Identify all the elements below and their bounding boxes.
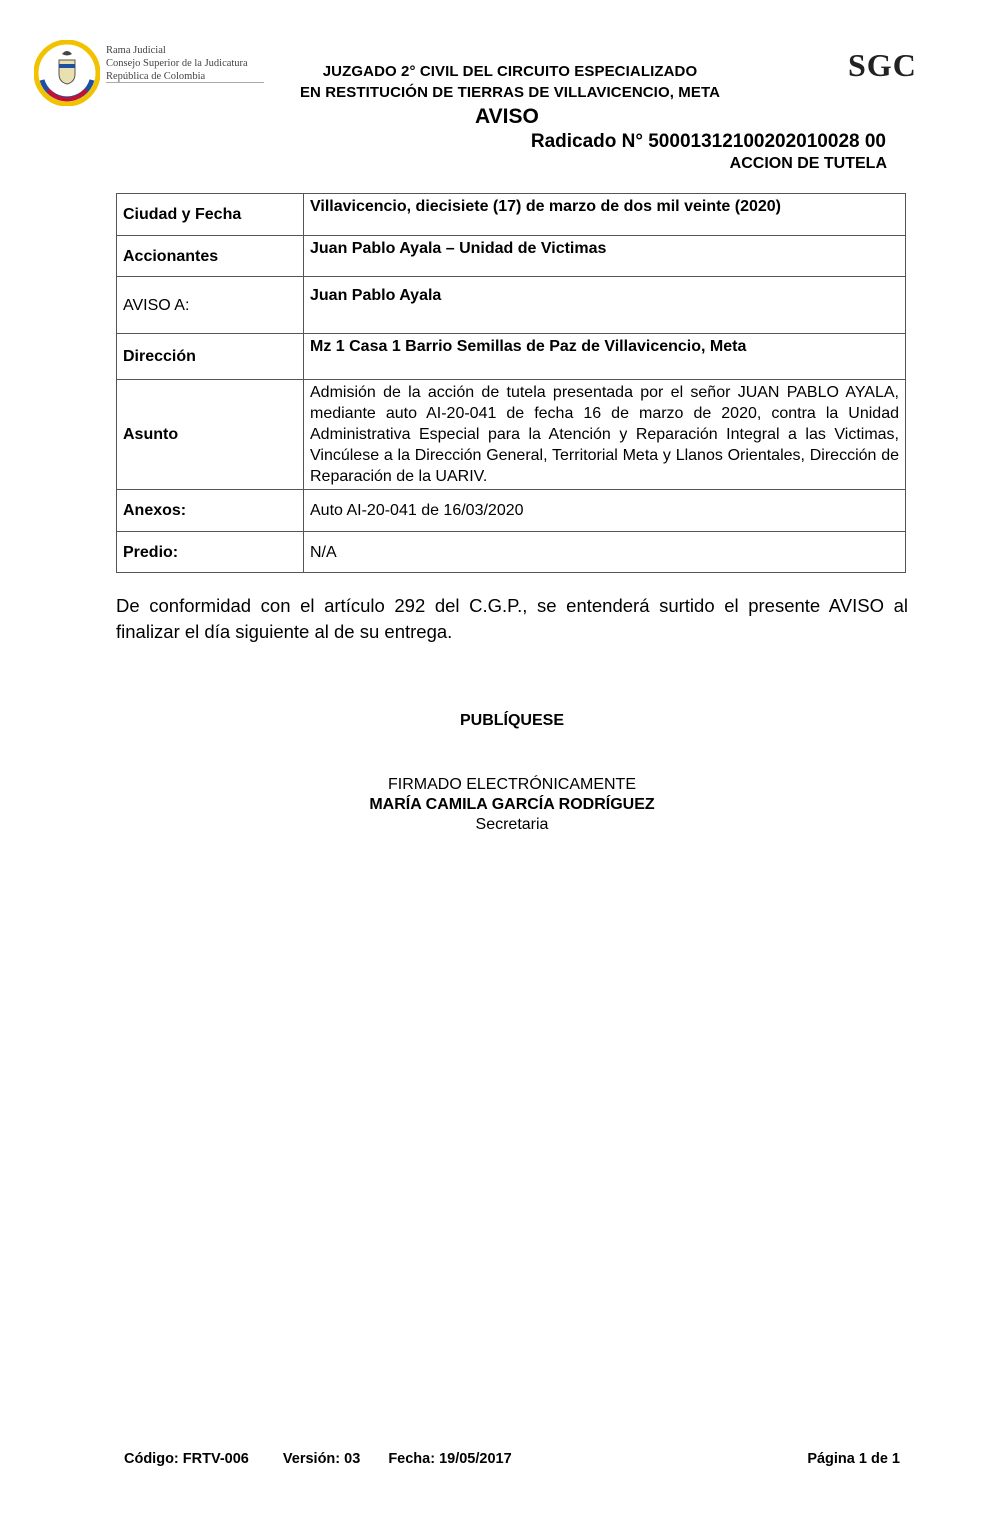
signer-name: MARÍA CAMILA GARCÍA RODRÍGUEZ [369, 796, 655, 813]
row-label: Dirección [117, 334, 304, 380]
court-name [240, 61, 780, 103]
logo-line: Consejo Superior de la Judicatura [106, 58, 248, 69]
row-label: AVISO A: [117, 277, 304, 334]
row-value: N/A [304, 532, 906, 573]
court-line-2: EN RESTITUCIÓN DE TIERRAS DE VILLAVICENCIO, META [299, 84, 721, 101]
publish-heading: PUBLÍQUESE [459, 712, 564, 729]
notice-details-table [116, 193, 906, 573]
signature-block [0, 775, 1000, 835]
row-value: Juan Pablo Ayala – Unidad de Victimas [304, 236, 906, 277]
logo-text [106, 44, 248, 83]
signed-electronically: FIRMADO ELECTRÓNICAMENTE [387, 776, 636, 793]
coat-of-arms-icon [34, 40, 100, 106]
table-row [117, 277, 906, 334]
row-label: Accionantes [117, 236, 304, 277]
row-value: Admisión de la acción de tutela presentada por el señor JUAN PABLO AYALA, mediante auto AI-20-041 de fecha 16 de marzo de 2020, contra la Unidad Administrativa Especial para la Atención y Reparación Integral a las Victimas, Vincúlese a la Dirección General, Territorial Meta y Llanos Orientales, Dirección de Reparación de la UARIV. [304, 380, 906, 490]
radicado-number: Radicado N° 50001312100202010028 00 [530, 131, 886, 152]
table-row [117, 490, 906, 532]
row-label: Predio: [117, 532, 304, 573]
row-value: Auto AI-20-041 de 16/03/2020 [304, 490, 906, 532]
table-row [117, 532, 906, 573]
row-label: Anexos: [117, 490, 304, 532]
page-footer [124, 1451, 900, 1467]
footer-date: Fecha: 19/05/2017 [388, 1451, 512, 1467]
table-row [117, 334, 906, 380]
logo-line: República de Colombia [106, 71, 206, 82]
footer-version: Versión: 03 [282, 1451, 361, 1467]
row-value: Mz 1 Casa 1 Barrio Semillas de Paz de Villavicencio, Meta [304, 334, 906, 380]
row-label: Ciudad y Fecha [117, 194, 304, 236]
row-value: Villavicencio, diecisiete (17) de marzo de dos mil veinte (2020) [304, 194, 906, 236]
table-row [117, 380, 906, 490]
logo-line: Rama Judicial [106, 45, 166, 56]
legal-notice-paragraph: De conformidad con el artículo 292 del C.G.P., se entenderá surtido el presente AVISO al finalizar el día siguiente al de su entrega. [116, 595, 908, 642]
sgc-mark: SGC [848, 47, 917, 83]
document-title: AVISO [475, 105, 539, 128]
footer-code: Código: FRTV-006 [124, 1451, 249, 1467]
action-type: ACCION DE TUTELA [729, 155, 887, 172]
row-value: Juan Pablo Ayala [304, 277, 906, 334]
table-row [117, 194, 906, 236]
page-number: Página 1 de 1 [807, 1451, 900, 1467]
rama-judicial-logo [34, 40, 264, 108]
table-row [117, 236, 906, 277]
signer-role: Secretaria [475, 816, 549, 833]
court-line-1: JUZGADO 2° CIVIL DEL CIRCUITO ESPECIALIZADO [322, 63, 698, 80]
row-label: Asunto [117, 380, 304, 490]
